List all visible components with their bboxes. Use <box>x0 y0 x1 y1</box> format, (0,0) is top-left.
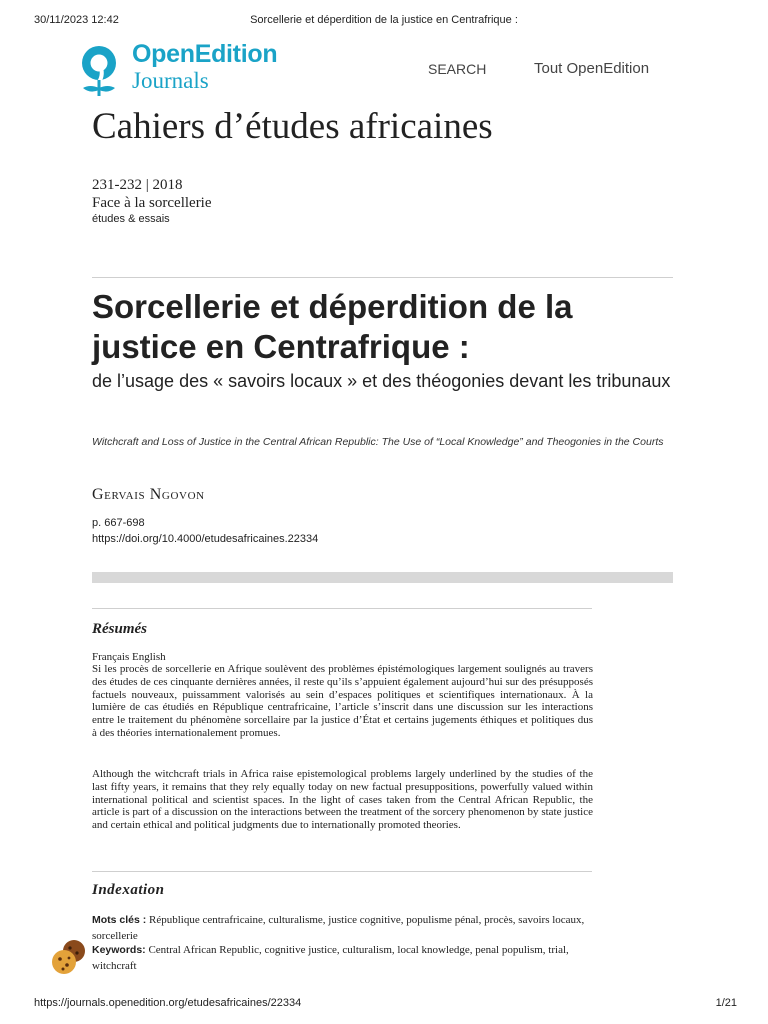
print-page-title: Sorcellerie et déperdition de la justice en Centrafrique : <box>250 14 518 26</box>
doi-link[interactable]: https://doi.org/10.4000/etudesafricaines.22334 <box>92 533 319 545</box>
divider <box>92 277 673 278</box>
lang-en-link[interactable]: English <box>132 651 166 663</box>
article-alt-title: Witchcraft and Loss of Justice in the Central African Republic: The Use of “Local Knowledge” and Theogonies in the Courts <box>92 436 664 448</box>
openedition-logo[interactable] <box>78 40 298 100</box>
print-datetime: 30/11/2023 12:42 <box>34 14 119 26</box>
issue-title[interactable]: Face à la sorcellerie <box>92 195 212 211</box>
language-switch <box>92 651 166 663</box>
author-name[interactable]: Gervais Ngovon <box>92 486 205 503</box>
toolbar-bar <box>92 572 673 583</box>
keywords <box>92 943 597 974</box>
tout-openedition-link[interactable]: Tout OpenEdition <box>534 60 650 77</box>
mots-cles <box>92 913 597 944</box>
print-url: https://journals.openedition.org/etudesafricaines/22334 <box>34 997 302 1009</box>
abstract-en: Although the witchcraft trials in Africa raise epistemological problems largely underlined by the studies of the last fifty years, it remains that they rely equally today on new factual presuppositions, powerfully valued within international political and scientist spaces. In the light of cases taken from the Central African Republic, the article is part of a discussion on the interactions between the treatment of the sorcery phenomenon by state justice and certain ethical and political judgments due to internationally promoted theories. <box>92 768 593 832</box>
divider <box>92 608 592 609</box>
indexation-heading: Indexation <box>92 882 165 898</box>
print-page-number: 1/21 <box>715 997 737 1009</box>
article-title: Sorcellerie et déperdition de la justice en Centrafrique : <box>92 288 573 365</box>
journal-title[interactable]: Cahiers d’études africaines <box>92 106 493 147</box>
divider <box>92 871 592 872</box>
issue-number[interactable]: 231-232 | 2018 <box>92 177 183 193</box>
openedition-flower-icon <box>78 44 120 98</box>
logo-journals-text: Journals <box>132 68 209 93</box>
search-link[interactable]: SEARCH <box>428 61 487 77</box>
mots-cles-values[interactable]: République centrafricaine, culturalisme, justice cognitive, populisme pénal, procès, savoirs locaux, sorcellerie <box>92 914 585 942</box>
resumes-heading: Résumés <box>92 621 148 637</box>
abstract-fr: Si les procès de sorcellerie en Afrique soulèvent des problèmes épistémologiques largement soulignés au travers des études de ces cinquante dernières années, il reste qu’ils s’appuient également aujourd’hui sur des présupposés factuels nouveaux, puissamment valorisés au sein d’espaces politiques et scientifiques internationaux. À la lumière de cas étudiés en République centrafricaine, l’article s’inscrit dans une discussion sur les interactions entre le traitement du phénomène sorcellaire par la justice d’État et certains jugements éthiques et politiques dus à des théories internationalement promues. <box>92 663 593 739</box>
mots-cles-label: Mots clés : <box>92 914 147 926</box>
logo-openedition-text: OpenEdition <box>132 40 278 68</box>
keywords-values[interactable]: Central African Republic, cognitive justice, culturalism, local knowledge, penal populism, trial, witchcraft <box>92 944 569 972</box>
keywords-label: Keywords: <box>92 944 146 956</box>
cookie-icon[interactable] <box>50 938 90 978</box>
page-range: p. 667-698 <box>92 517 145 529</box>
article-subtitle: de l’usage des « savoirs locaux » et des théogonies devant les tribunaux <box>92 371 671 391</box>
lang-fr-link[interactable]: Français <box>92 651 130 663</box>
rubric-label[interactable]: études & essais <box>92 213 170 225</box>
